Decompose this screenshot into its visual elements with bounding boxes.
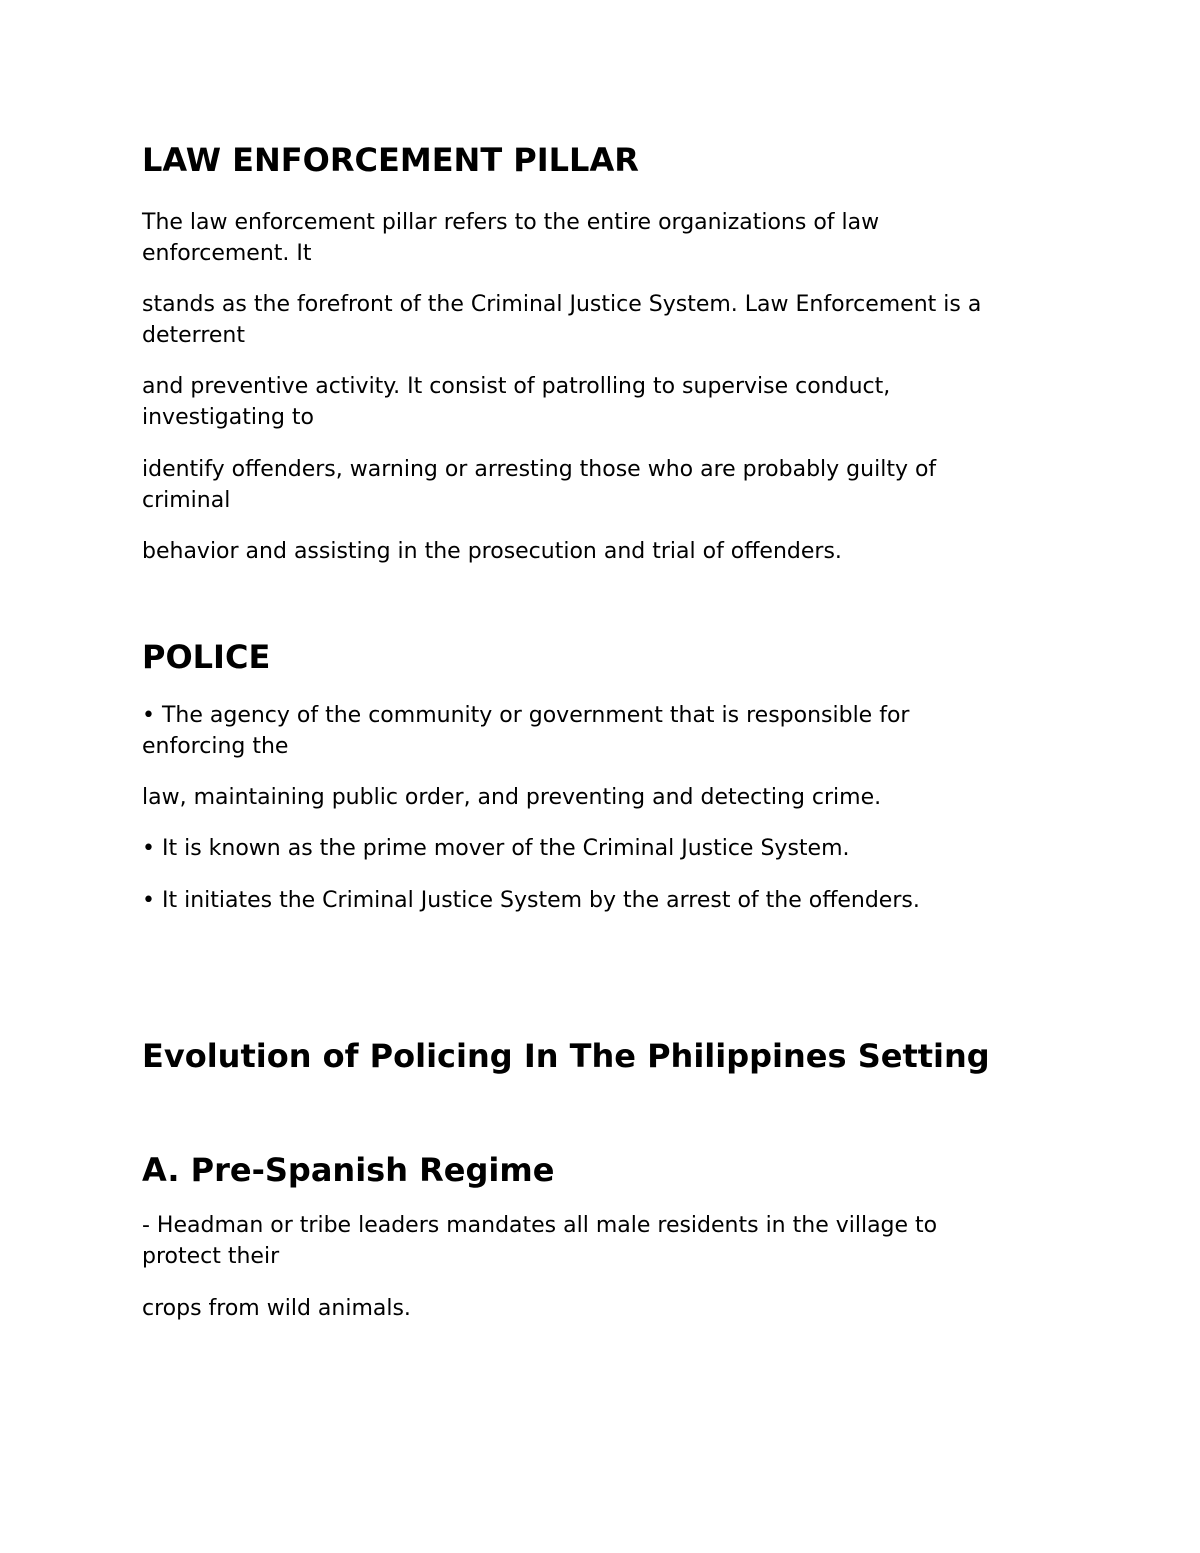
text-line: investigating to [142,405,314,430]
bullet-agency [142,700,1052,762]
bullet-prime-mover: • It is known as the prime mover of the Criminal Justice System. [142,836,850,861]
text-line: deterrent [142,323,245,348]
paragraph-behavior: behavior and assisting in the prosecution and trial of offenders. [142,539,842,564]
text-line: identify offenders, warning or arresting those who are probably guilty of [142,457,937,482]
paragraph-headman [142,1210,1052,1272]
paragraph-crops: crops from wild animals. [142,1296,411,1321]
paragraph-law-maintaining: law, maintaining public order, and preventing and detecting crime. [142,785,882,810]
text-line: • The agency of the community or government that is responsible for [142,703,910,728]
text-line: stands as the forefront of the Criminal Justice System. Law Enforcement is a [142,292,982,317]
paragraph-intro [142,207,1052,269]
heading-police: POLICE [142,638,271,676]
paragraph-preventive [142,371,1052,433]
heading-pre-spanish-regime: A. Pre-Spanish Regime [142,1151,555,1189]
text-line: criminal [142,488,231,513]
text-line: enforcement. It [142,241,312,266]
text-line: and preventive activity. It consist of patrolling to supervise conduct, [142,374,891,399]
paragraph-identify [142,454,1052,516]
text-line: enforcing the [142,734,289,759]
paragraph-forefront [142,289,1052,351]
heading-evolution-of-policing: Evolution of Policing In The Philippines Setting [142,1037,990,1075]
text-line: The law enforcement pillar refers to the entire organizations of law [142,210,880,235]
text-line: protect their [142,1244,280,1269]
text-line: - Headman or tribe leaders mandates all male residents in the village to [142,1213,938,1238]
bullet-initiates: • It initiates the Criminal Justice System by the arrest of the offenders. [142,888,920,913]
heading-law-enforcement-pillar: LAW ENFORCEMENT PILLAR [142,141,639,179]
